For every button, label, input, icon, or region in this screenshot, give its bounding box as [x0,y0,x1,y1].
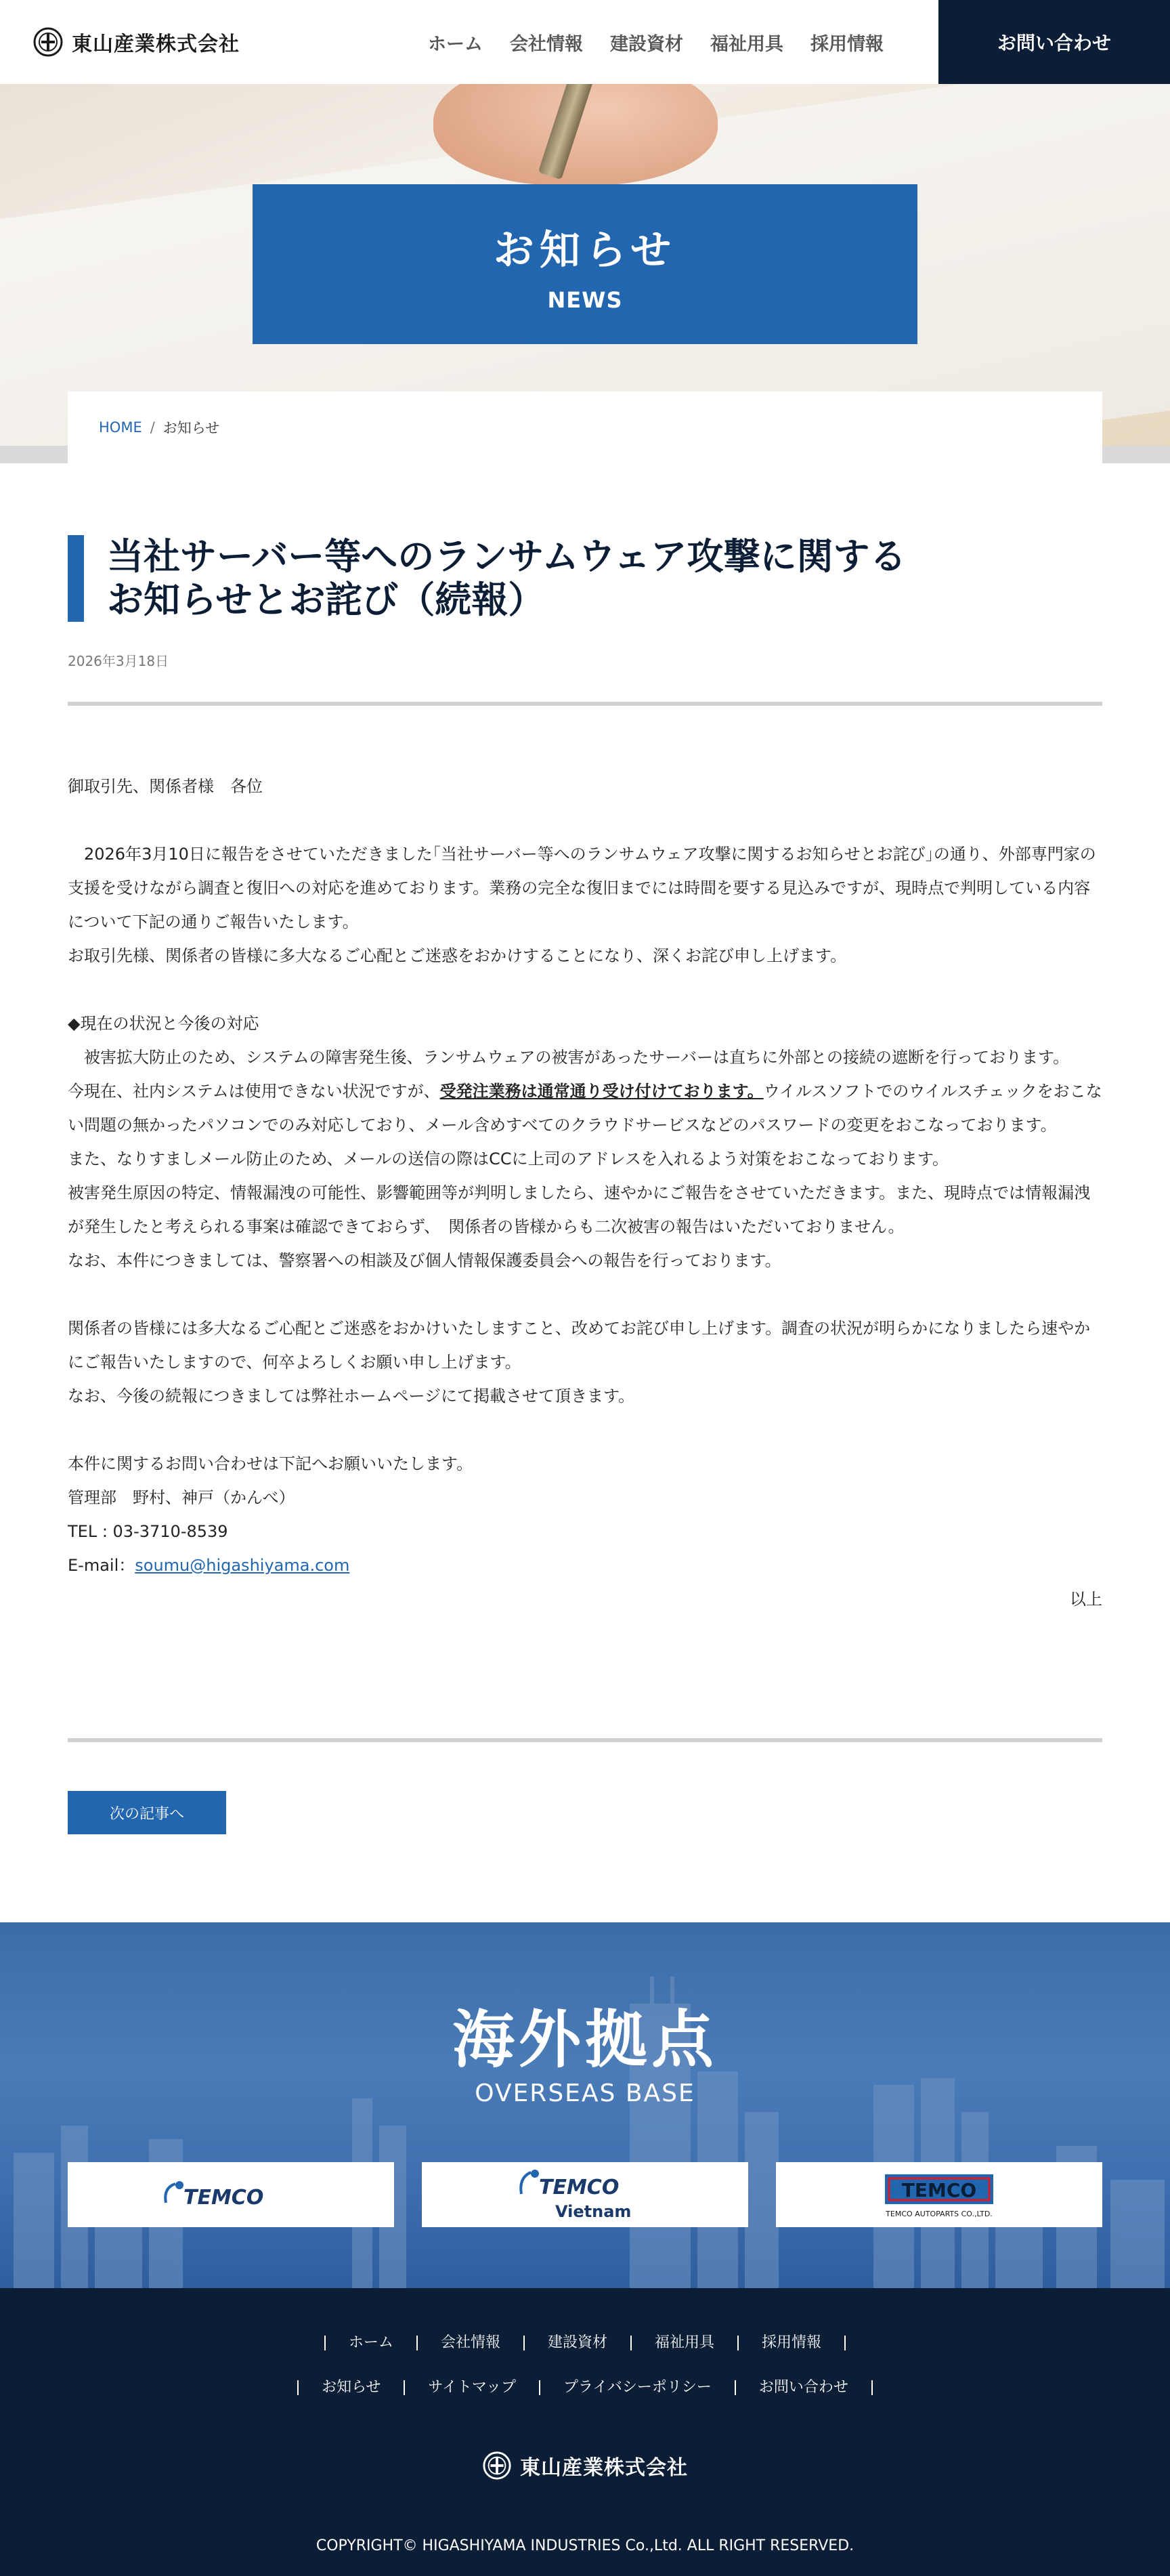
site-header [0,0,1170,84]
footer-nav-secondary [0,2380,1170,2395]
footer-logo-text: 東山産業株式会社 [520,2456,688,2480]
main-nav [428,0,884,84]
spacer [68,1278,1102,1311]
paragraph-text: ウイルスソフトでのウイルスチェックをおこない問題の無かったパソコンでのみ対応しており、メール含めすべてのクラウドサービスなどのパスワードの変更をおこなっております。 [68,1082,1102,1135]
site-footer [0,2288,1170,2576]
greeting: 御取引先、関係者様 各位 [68,777,263,796]
footer-logo[interactable] [0,2451,1170,2480]
paragraph [68,1074,1102,1142]
spacer [68,803,1102,837]
temco-logo-text: TEMCO [183,2186,264,2210]
footer-link-news[interactable]: お知らせ [297,2380,404,2395]
overseas-section [0,1922,1170,2288]
temco-vietnam-logo-icon [511,2166,659,2224]
overseas-base-card-temco[interactable] [68,2162,394,2227]
footer-link-company[interactable]: 会社情報 [416,2336,523,2350]
article-date: 2026年3月18日 [68,653,169,669]
nav-construction[interactable]: 建設資材 [610,33,683,55]
section-heading: ◆現在の状況と今後の対応 [68,1014,259,1033]
page-title: お知らせ [493,227,677,274]
hero-title-box [253,184,917,344]
nav-welfare[interactable]: 福祉用具 [710,33,783,55]
overseas-base-card-temco-autoparts[interactable] [776,2162,1102,2227]
footer-link-sitemap[interactable]: サイトマップ [404,2380,539,2395]
footer-link-construction[interactable]: 建設資材 [523,2336,630,2350]
contact-tel: TEL : 03-3710-8539 [68,1522,228,1541]
footer-link-home[interactable]: ホーム [324,2336,416,2350]
footer-link-privacy[interactable]: プライバシーポリシー [539,2380,735,2395]
temco-autoparts-caption: TEMCO AUTOPARTS CO.,LTD. [886,2210,993,2218]
paragraph-text: 今現在、社内システムは使用できない状況ですが、 [68,1082,440,1101]
nav-recruit[interactable]: 採用情報 [810,33,884,55]
next-article-button[interactable]: 次の記事へ [68,1791,226,1834]
article-title-line2: お知らせとお詫び（続報） [107,578,545,621]
paragraph: 関係者の皆様には多大なるご心配とご迷惑をおかけいたしますこと、改めてお詫び申し上げます。調査の状況が明らかになりましたら速やかにご報告いたしますので、何卒よろしくお願い申し上げます。 [68,1319,1091,1372]
contact-email-row [68,1548,1102,1582]
paragraph: 2026年3月10日に報告をさせていただきました｢当社サーバー等へのランサムウェア攻撃に関するお知らせとお詫び｣の通り、外部専門家の支援を受けながら調査と復旧への対応を進めております。業務の完全な復旧までには時間を要する見込みですが、現時点で判明している内容について下記の通りご報告いたします。 [68,845,1096,931]
paragraph: なお、本件につきましては、警察署への相談及び個人情報保護委員会への報告を行っております。 [68,1251,781,1270]
footer-link-contact[interactable]: お問い合わせ [735,2380,873,2395]
closing-text: 以上 [1070,1590,1102,1609]
footer-link-recruit[interactable]: 採用情報 [737,2336,846,2350]
article-bottom-divider [68,1738,1102,1742]
company-emblem-icon [32,26,64,58]
paragraph: 被害拡大防止のため、システムの障害発生後、ランサムウェアの被害があったサーバーは直ちに外部との接続の遮断を行っております。 [68,1048,1070,1067]
spacer [68,973,1102,1007]
article-title [68,535,948,622]
breadcrumb-current: お知らせ [162,420,220,436]
copyright: COPYRIGHT© HIGASHIYAMA INDUSTRIES Co.,Ltd. ALL RIGHT RESERVED. [316,2537,854,2554]
paragraph: お取引先様、関係者の皆様に多大なるご心配とご迷惑をおかけすることになり、深くお詫び申し上げます。 [68,946,847,965]
temco-autoparts-logo-icon [858,2168,1020,2222]
contact-button[interactable]: お問い合わせ [938,0,1170,84]
paragraph: 被害発生原因の特定、情報漏洩の可能性、影響範囲等が判明しましたら、速やかにご報告をさせていただきます。また、現時点では情報漏洩が発生したと考えられる事案は確認できておらず、 関係者の皆様からも二次被害の報告はいただいておりません。 [68,1183,1091,1236]
breadcrumb-home-link[interactable]: HOME [99,419,142,436]
nav-home[interactable]: ホーム [428,33,483,55]
paragraph: 本件に関するお問い合わせは下記へお願いいたします。 [68,1454,473,1473]
temco-logo-text: TEMCO [539,2176,620,2199]
site-logo[interactable] [32,26,240,58]
paragraph: また、なりすましメール防止のため、メールの送信の際はCCに上司のアドレスを入れるよう対策をおこなっております。 [68,1149,949,1168]
article-title-line1: 当社サーバー等へのランサムウェア攻撃に関する [107,535,907,578]
temco-logo-icon [156,2174,305,2215]
overseas-title: 海外拠点 [452,2004,718,2076]
overseas-subtitle: OVERSEAS BASE [475,2079,695,2107]
footer-link-welfare[interactable]: 福祉用具 [630,2336,737,2350]
vietnam-logo-text: Vietnam [555,2202,632,2221]
footer-nav-primary [0,2336,1170,2350]
nav-company[interactable]: 会社情報 [510,33,583,55]
contact-department: 管理部 野村、神戸（かんべ） [68,1488,295,1507]
breadcrumb-separator: / [150,419,155,436]
company-emblem-icon [482,2451,512,2480]
breadcrumb [68,392,1102,463]
overseas-base-card-temco-vietnam[interactable] [422,2162,748,2227]
page-subtitle: NEWS [547,287,623,313]
logo-text: 東山産業株式会社 [72,33,240,56]
article-top-divider [68,702,1102,706]
spacer [68,1413,1102,1447]
highlight-text: 受発注業務は通常通り受け付けております。 [439,1082,764,1101]
temco-logo-text: TEMCO [901,2179,977,2201]
contact-email-label: E-mail： [68,1556,135,1575]
paragraph: なお、今後の続報につきましては弊社ホームページにて掲載させて頂きます。 [68,1387,635,1406]
article-heading [107,535,948,622]
article-body [68,769,1102,1616]
contact-email-link[interactable]: soumu@higashiyama.com [135,1556,350,1575]
